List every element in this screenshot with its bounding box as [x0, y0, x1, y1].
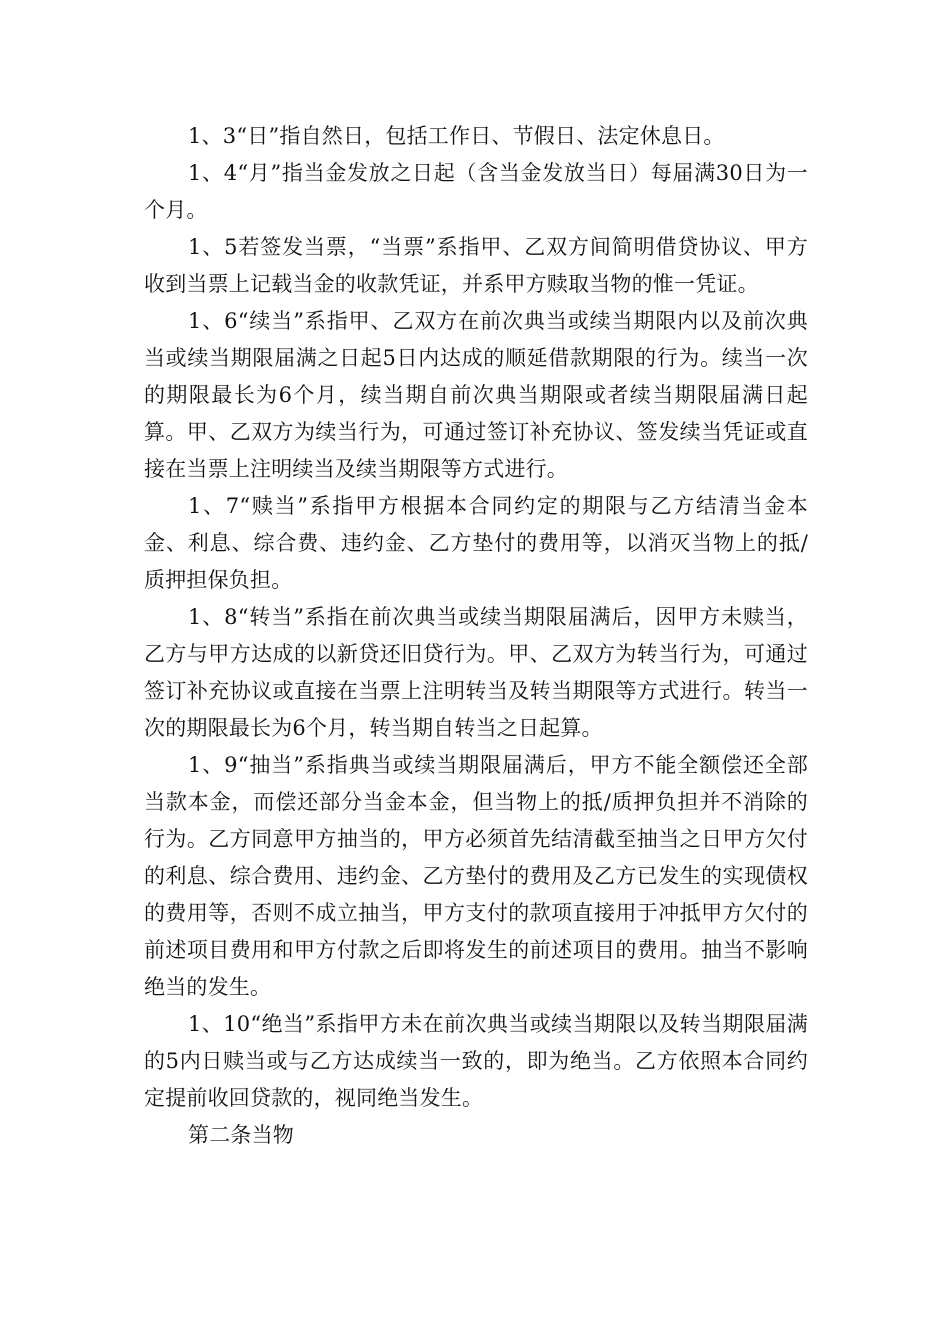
paragraph-1-8-transfer: 1、8“转当”系指在前次典当或续当期限届满后，因甲方未赎当，乙方与甲方达成的以新贷还旧贷行为。甲、乙双方为转当行为，可通过签订补充协议或直接在当票上注明转当及转当期限等方式进行。转当一次的期限最长为6个月，转当期自转当之日起算。: [144, 605, 808, 740]
paragraph-1-3-day: 1、3“日”指自然日，包括工作日、节假日、法定休息日。: [188, 124, 725, 148]
paragraph-1-5-pawn-ticket: 1、5若签发当票，“当票”系指甲、乙双方间简明借贷协议、甲方收到当票上记载当金的收款凭证，并系甲方赎取当物的惟一凭证。: [144, 235, 808, 296]
paragraph-1-4-month: 1、4“月”指当金发放之日起（含当金发放当日）每届满30日为一个月。: [144, 161, 808, 222]
paragraph-1-7-redemption: 1、7“赎当”系指甲方根据本合同约定的期限与乙方结清当金本金、利息、综合费、违约金、乙方垫付的费用等，以消灭当物上的抵/质押担保负担。: [144, 494, 808, 592]
paragraph-1-10-forfeiture: 1、10“绝当”系指甲方未在前次典当或续当期限以及转当期限届满的5内日赎当或与乙方达成续当一致的，即为绝当。乙方依照本合同约定提前收回贷款的，视同绝当发生。: [144, 1012, 808, 1110]
section-heading-article-2: 第二条当物: [188, 1123, 294, 1147]
paragraph-1-6-renewal: 1、6“续当”系指甲、乙双方在前次典当或续当期限内以及前次典当或续当期限届满之日起5日内达成的顺延借款期限的行为。续当一次的期限最长为6个月，续当期自前次典当期限或者续当期限届满日起算。甲、乙双方为续当行为，可通过签订补充协议、签发续当凭证或直接在当票上注明续当及续当期限等方式进行。: [144, 309, 808, 481]
paragraph-1-9-partial-redemption: 1、9“抽当”系指典当或续当期限届满后，甲方不能全额偿还全部当款本金，而偿还部分当金本金，但当物上的抵/质押负担并不消除的行为。乙方同意甲方抽当的，甲方必须首先结清截至抽当之日甲方欠付的利息、综合费用、违约金、乙方垫付的费用及乙方已发生的实现债权的费用等，否则不成立抽当，甲方支付的款项直接用于冲抵甲方欠付的前述项目费用和甲方付款之后即将发生的前述项目的费用。抽当不影响绝当的发生。: [144, 753, 808, 999]
document-body: [144, 118, 808, 1154]
